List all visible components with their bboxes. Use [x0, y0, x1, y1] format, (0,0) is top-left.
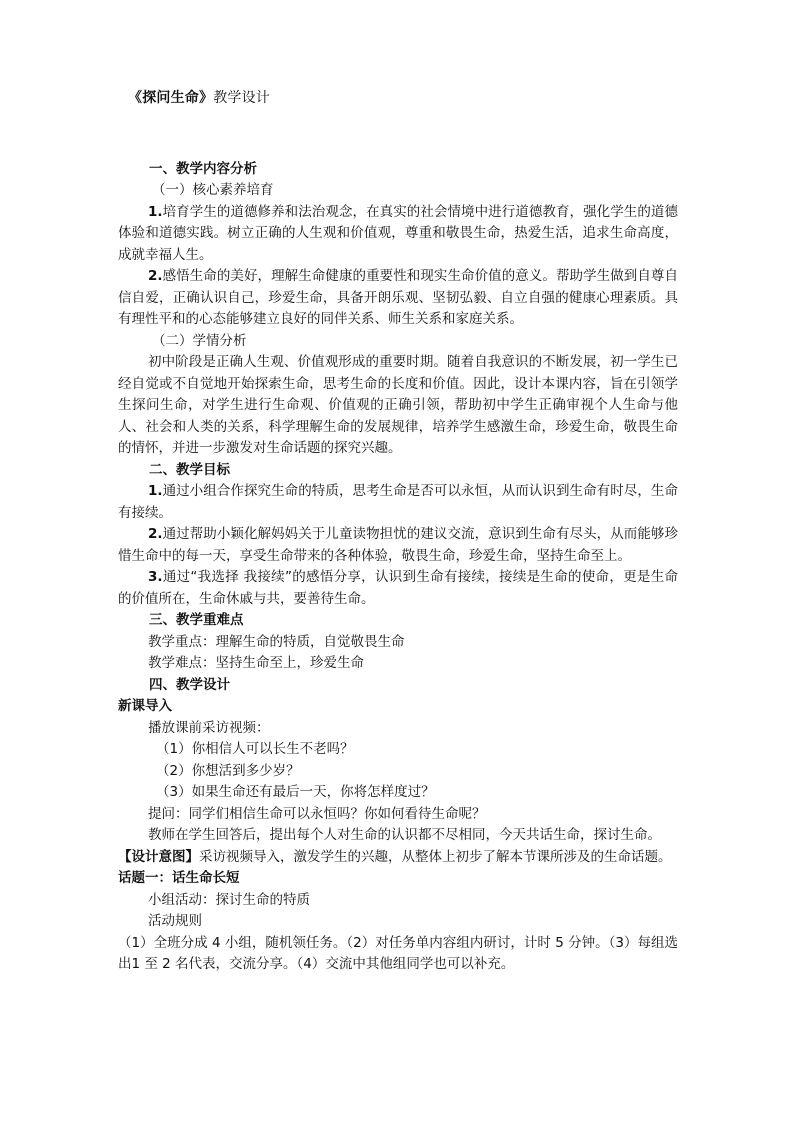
title-bold: 《探问生命》	[128, 90, 214, 106]
paragraph	[118, 266, 678, 331]
para-text: 感悟生命的美好，理解生命健康的重要性和现实生命价值的意义。帮助学生做到自尊自信自爱，正确认识自己，珍爱生命，具备开朗乐观、坚韧弘毅、自立自强的健康心理素质。具有理性平和的心态能够建立良好的同伴关系、师生关系和家庭关系。	[118, 268, 678, 327]
para-number: 3.	[148, 569, 163, 585]
para-number: 1.	[148, 203, 163, 220]
section-2-heading: 二、教学目标	[149, 461, 230, 478]
paragraph	[118, 567, 678, 610]
design-intent	[118, 847, 678, 869]
para-text: 通过小组合作探究生命的特质，思考生命是否可以永恒，从而认识到生命有时尽，生命有接续。	[118, 483, 678, 521]
question-item: （3）如果生命还有最后一天，你将怎样度过？	[156, 784, 435, 800]
para-number: 1.	[148, 483, 163, 499]
section-4-heading: 四、教学设计	[149, 676, 230, 693]
paragraph: 教师在学生回答后，提出每个人对生命的认识都不尽相同，今天共话生命，探讨生命。	[148, 827, 661, 843]
section-1-heading: 一、教学内容分析	[149, 160, 257, 177]
activity-rules: （1）全班分成 4 小组，随机领任务。（2）对任务单内容组内研讨，计时 5 分钟。（3）每组选出1 至 2 名代表，交流分享。（4）交流中其他组同学也可以补充。	[118, 934, 678, 972]
para-text: 通过帮助小颖化解妈妈关于儿童读物担忧的建议交流，意识到生命有尽头，从而能够珍惜生命中的每一天，享受生命带来的各种体验，敬畏生命，珍爱生命，坚持生命至上。	[118, 526, 678, 564]
question-item: （2）你想活到多少岁？	[156, 762, 300, 779]
para-number: 2.	[148, 268, 163, 284]
section-3-heading: 三、教学重难点	[149, 612, 244, 628]
title-rest: 教学设计	[213, 90, 271, 106]
intent-label: 【设计意图】	[118, 848, 199, 865]
paragraph	[118, 524, 678, 567]
document-body	[118, 88, 678, 976]
section-1-1-heading: （一）核心素养培育	[152, 182, 274, 198]
activity-rules-label: 活动规则	[148, 913, 202, 929]
section-1-2-heading: （二）学情分析	[152, 332, 247, 349]
intro-line: 播放课前采访视频：	[148, 719, 270, 736]
intro-heading: 新课导入	[118, 698, 172, 714]
activity-line: 小组活动：探讨生命的特质	[148, 891, 310, 908]
document-title	[128, 88, 678, 110]
key-point: 教学重点：理解生命的特质，自觉敬畏生命	[148, 633, 405, 650]
intent-text: 采访视频导入，激发学生的兴趣，从整体上初步了解本节课所涉及的生命话题。	[199, 848, 672, 865]
intro-question: 提问：同学们相信生命可以永恒吗？你如何看待生命呢？	[148, 805, 486, 822]
para-number: 2.	[148, 526, 163, 542]
paragraph: 初中阶段是正确人生观、价值观形成的重要时期。随着自我意识的不断发展，初一学生已经自觉或不自觉地开始探索生命，思考生命的长度和价值。因此，设计本课内容，旨在引领学生探问生命，对学生进行生命观、价值观的正确引领，帮助初中学生正确审视个人生命与他人、社会和人类的关系，科学理解生命的发展规律，培养学生感激生命，珍爱生命，敬畏生命的情怀，并进一步激发对生命话题的探究兴趣。	[118, 354, 678, 456]
question-item: （1）你相信人可以长生不老吗？	[156, 741, 354, 757]
paragraph	[118, 481, 678, 524]
para-text: 培育学生的道德修养和法治观念，在真实的社会情境中进行道德教育，强化学生的道德体验和道德实践。树立正确的人生观和价值观，尊重和敬畏生命，热爱生活，追求生命高度，成就幸福人生。	[118, 203, 678, 263]
difficult-point: 教学难点：坚持生命至上，珍爱生命	[148, 655, 364, 671]
para-text: 通过“我选择 我接续”的感悟分享，认识到生命有接续，接续是生命的使命，更是生命的价值所在，生命休戚与共，要善待生命。	[118, 569, 678, 607]
topic-1-heading: 话题一：话生命长短	[118, 870, 240, 886]
paragraph	[118, 202, 678, 267]
